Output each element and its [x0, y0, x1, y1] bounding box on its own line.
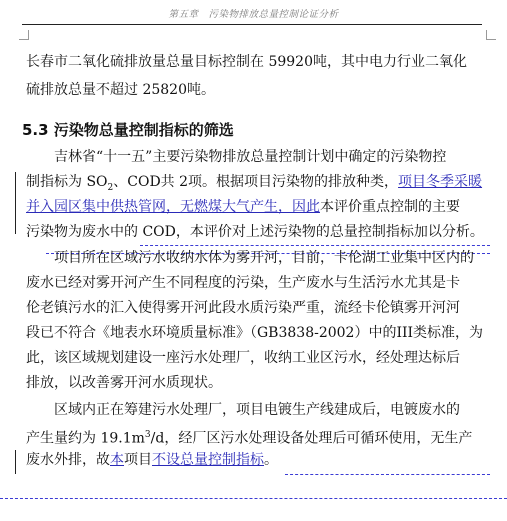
revision-bar — [15, 450, 16, 474]
tracked-change-marker — [140, 245, 490, 246]
body-line: 废水已经对雾开河产生不同程度的污染，生产废水与生活污水尤其是卡 — [26, 275, 460, 291]
body-line — [26, 197, 460, 217]
body-text: 制指标为 SO — [26, 174, 108, 190]
body-line: 污染物为废水中的 COD，本评价对上述污染物的总量控制指标加以分析。 — [26, 224, 484, 240]
body-text: 、COD共 2项。根据项目污染物的排放种类， — [113, 174, 399, 190]
revision-bar — [15, 172, 16, 234]
body-text: 废水外排，故 — [26, 452, 110, 468]
body-line — [26, 172, 482, 198]
body-line: 项目所在区域污水收纳水体为雾开河，目前，卡伦湖工业集中区内的 — [54, 250, 474, 266]
superscript: 3 — [144, 430, 151, 440]
body-line: 硫排放总量不超过 25820吨。 — [26, 82, 215, 98]
running-header: 第五章 污染物排放总量控制论证分析 — [168, 9, 339, 20]
body-text: 本评价重点控制的主要 — [320, 199, 460, 215]
body-line: 吉林省“十一五”主要污染物排放总量控制计划中确定的污染物控 — [54, 149, 447, 165]
body-line — [26, 450, 278, 470]
body-text: 。 — [264, 452, 278, 468]
tracked-insertion[interactable]: 项目冬季采暖 — [398, 174, 483, 190]
subscript: 2 — [107, 182, 114, 193]
tracked-change-marker — [285, 474, 490, 475]
crop-mark-top-right — [486, 30, 496, 40]
body-text: 项目 — [124, 452, 152, 468]
body-line — [26, 425, 472, 449]
body-text: /d，经厂区污水处理设备处理后可循环使用，无生产 — [150, 430, 473, 447]
body-line: 排放，以改善雾开河水质现状。 — [26, 375, 222, 391]
section-heading: 5.3 污染物总量控制指标的筛选 — [22, 121, 234, 139]
body-line: 此，该区域规划建设一座污水处理厂，收纳工业区污水，经处理达标后 — [26, 350, 460, 366]
body-line: 伦老镇污水的汇入使得雾开河此段水质污染严重，流经卡伦镇雾开河河 — [26, 300, 460, 316]
body-line: 区域内正在筹建污水处理厂，项目电镀生产线建成后，电镀废水的 — [54, 402, 460, 418]
body-line: 段已不符合《地表水环境质量标准》（GB3838-2002）中的III类标准，为 — [26, 325, 484, 341]
page-break-line — [0, 498, 507, 499]
body-line: 长春市二氧化硫排放量总量目标控制在 59920吨，其中电力行业二氧化 — [26, 54, 467, 70]
crop-mark-top-left — [19, 30, 29, 40]
tracked-insertion[interactable]: 不设总量控制指标 — [152, 452, 264, 468]
tracked-insertion[interactable]: 本 — [110, 452, 124, 468]
body-text: 产生量约为 19.1m — [26, 430, 145, 447]
tracked-insertion[interactable]: 并入园区集中供热管网，无燃煤大气产生，因此 — [26, 199, 320, 215]
header-rule — [22, 24, 482, 25]
